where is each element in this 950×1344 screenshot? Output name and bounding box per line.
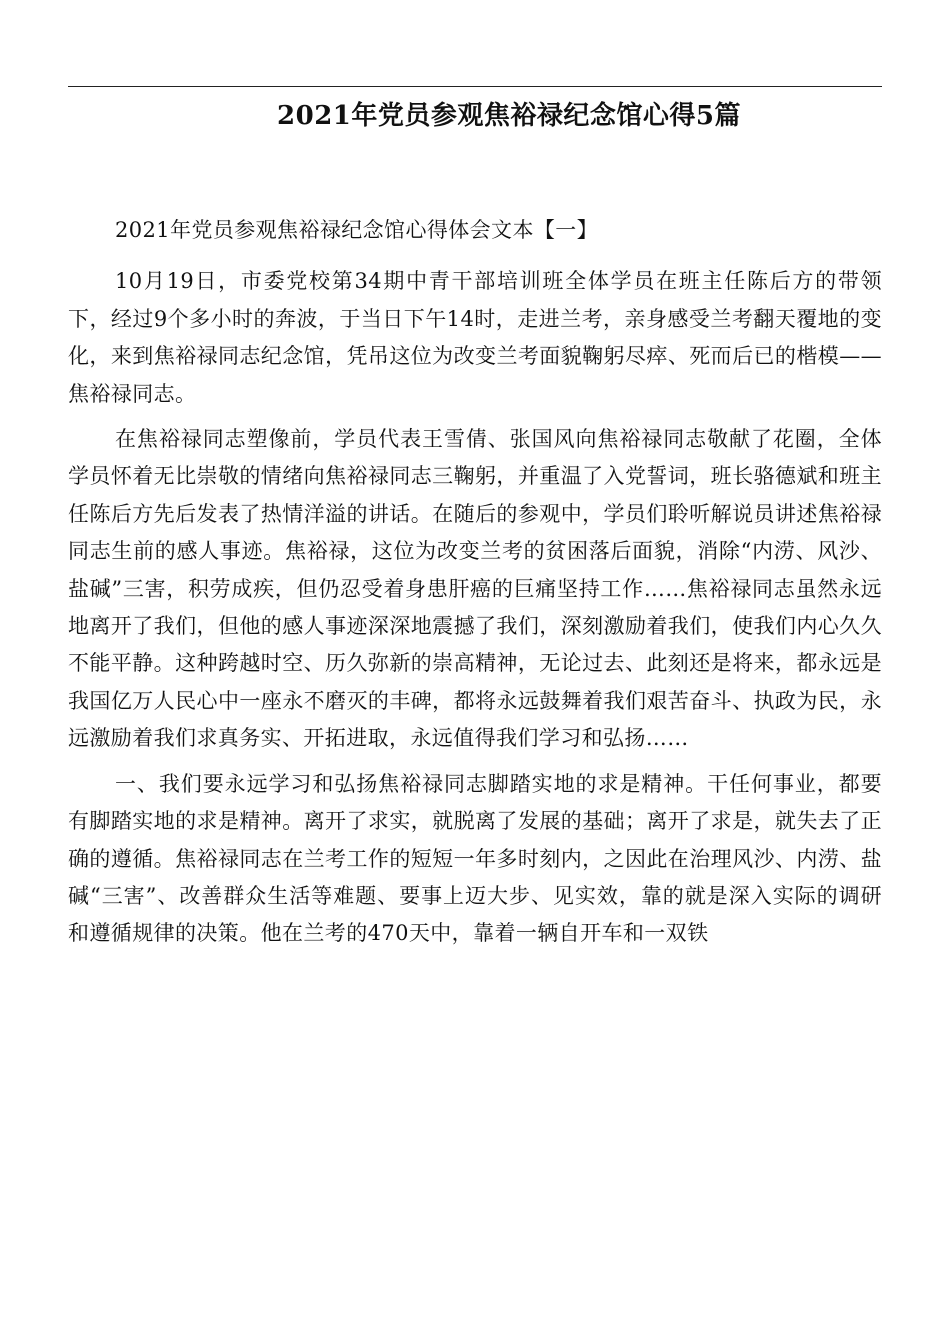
document-body <box>68 212 882 953</box>
paragraph: 在焦裕禄同志塑像前，学员代表王雪倩、张国风向焦裕禄同志敬献了花圈，全体学员怀着无比崇敬的情绪向焦裕禄同志三鞠躬，并重温了入党誓词，班长骆德斌和班主任陈后方先后发表了热情洋溢的讲话。在随后的参观中，学员们聆听解说员讲述焦裕禄同志生前的感人事迹。焦裕禄，这位为改变兰考的贫困落后面貌，消除“内涝、风沙、盐碱”三害，积劳成疾，但仍忍受着身患肝癌的巨痛坚持工作……焦裕禄同志虽然永远地离开了我们，但他的感人事迹深深地震撼了我们，深刻激励着我们，使我们内心久久不能平静。这种跨越时空、历久弥新的崇高精神，无论过去、此刻还是将来，都永远是我国亿万人民心中一座永不磨灭的丰碑，都将永远鼓舞着我们艰苦奋斗、执政为民，永远激励着我们求真务实、开拓进取，永远值得我们学习和弘扬…… <box>68 427 882 751</box>
paragraph: 一、我们要永远学习和弘扬焦裕禄同志脚踏实地的求是精神。干任何事业，都要有脚踏实地的求是精神。离开了求实，就脱离了发展的基础；离开了求是，就失去了正确的遵循。焦裕禄同志在兰考工作的短短一年多时刻内，之因此在治理风沙、内涝、盐碱“三害”、改善群众生活等难题、要事上迈大步、见实效，靠的就是深入实际的调研和遵循规律的决策。他在兰考的470天中，靠着一辆自开车和一双铁 <box>68 771 882 946</box>
header-rule <box>68 86 882 87</box>
document-title: 2021年党员参观焦裕禄纪念馆心得5篇 <box>277 101 741 131</box>
section-heading: 2021年党员参观焦裕禄纪念馆心得体会文本【一】 <box>115 218 599 242</box>
paragraph: 10月19日，市委党校第34期中青干部培训班全体学员在班主任陈后方的带领下，经过9个多小时的奔波，于当日下午14时，走进兰考，亲身感受兰考翻天覆地的变化，来到焦裕禄同志纪念馆，凭吊这位为改变兰考面貌鞠躬尽瘁、死而后已的楷模——焦裕禄同志。 <box>68 269 882 406</box>
